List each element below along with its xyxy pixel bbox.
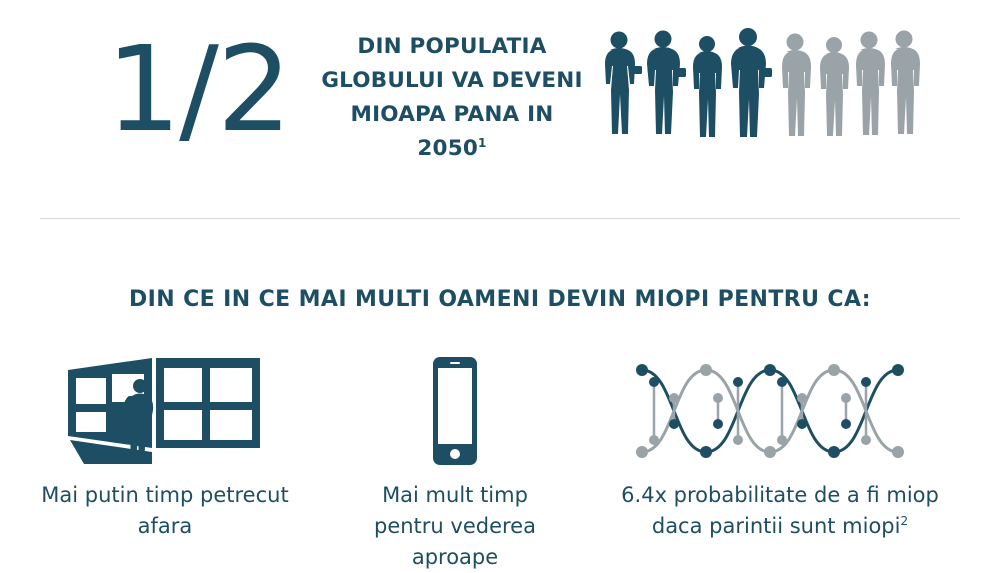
reasons-row [0,352,1000,569]
reason-2-line-1: Mai mult timp [382,483,528,507]
reason-3-line-1: 6.4x probabilitate de a fi miop [621,483,939,507]
reason-3-footnote: 2 [900,514,909,528]
reason-item-outdoor-time [10,352,320,562]
reason-3-line-2: daca parintii sunt miopi [651,514,901,538]
big-stat-fraction: 1/2 [106,20,290,158]
dna-helix-icon [570,352,990,470]
smartphone-icon [330,352,580,470]
reason-item-genetics [570,352,990,562]
reason-item-near-vision [330,352,580,569]
crowd-of-people-silhouettes-icon [600,26,920,154]
top-statement-line-3: MIOAPA PANA IN [350,102,554,127]
reason-1-line-1: Mai putin timp petrecut [41,483,289,507]
window-indoors-icon [10,352,320,470]
top-statement-line-2: GLOBULUI VA DEVENI [321,68,583,93]
reason-label-genetics [570,480,990,542]
section-headline: DIN CE IN CE MAI MULTI OAMENI DEVIN MIOPI PENTRU CA: [128,287,872,312]
reason-label-outdoor-time [10,480,320,542]
top-statement-line-1: DIN POPULATIA [357,34,547,59]
reason-label-near-vision [330,480,580,573]
top-statistic-section [0,0,1000,212]
top-statement-footnote: 1 [478,135,487,150]
reason-2-line-2: pentru vederea aproape [374,514,536,569]
section-divider [40,218,960,219]
top-statement [318,30,586,166]
top-statement-line-4: 2050 [417,136,479,161]
reason-1-line-2: afara [137,514,193,538]
